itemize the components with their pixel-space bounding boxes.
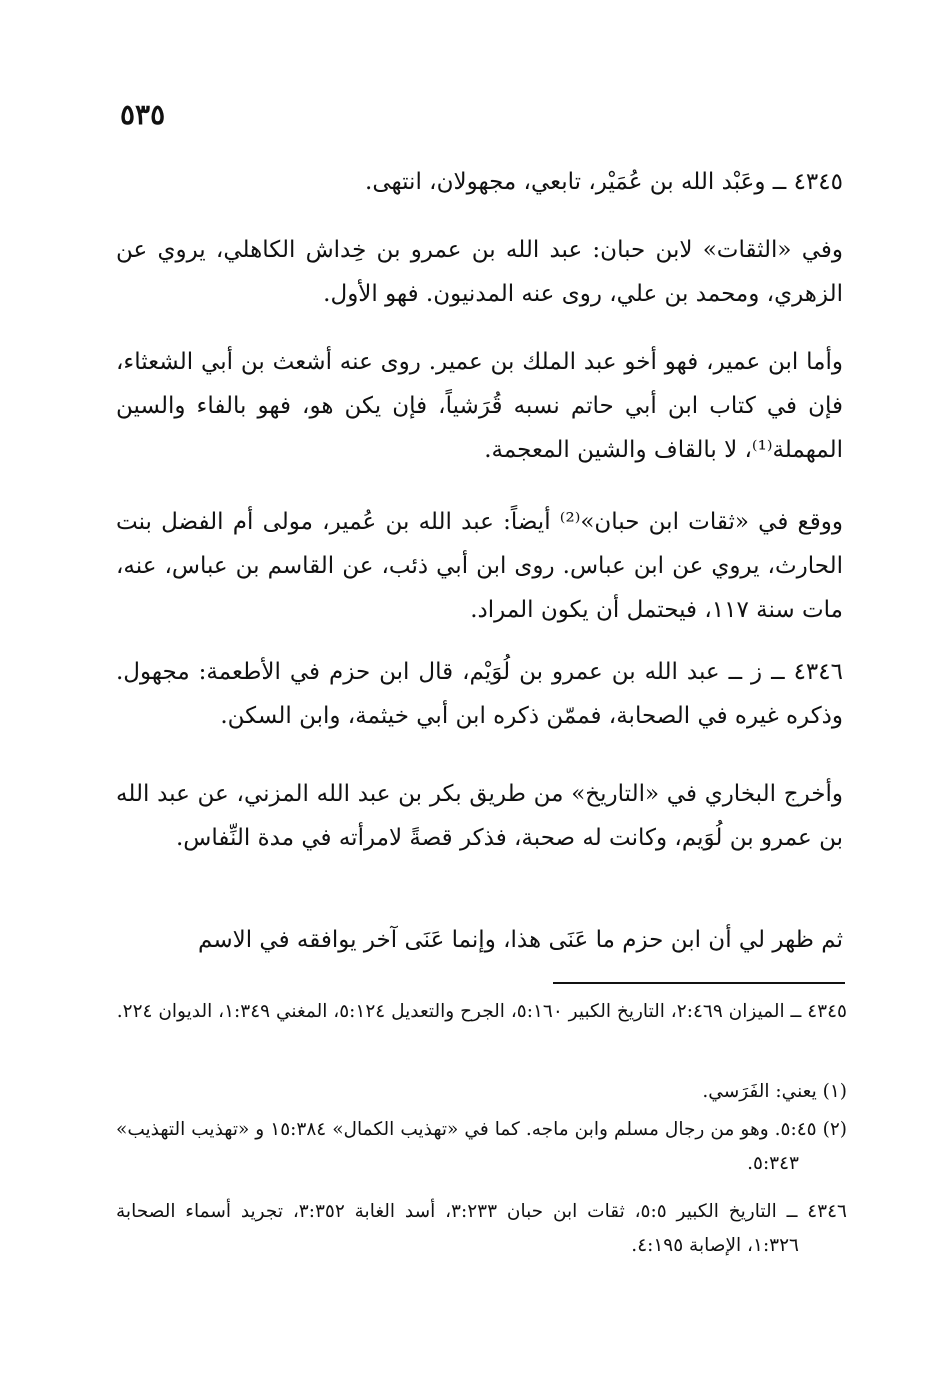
paragraph-ibn-umair: وأما ابن عمير، فهو أخو عبد الملك بن عمير. روى عنه أشعث بن أبي الشعثاء، فإن في كتاب ابن أبي حاتم نسبه قُرَشياً، فإن يكن هو، فهو بالفاء والسين المهملة⁽¹⁾، لا بالقاف والشين المعجمة. xyxy=(116,349,843,463)
entry-4345: ٤٣٤٥ ــ وعَبْد الله بن عُمَيْر، تابعي، مجهولان، انتهى. xyxy=(365,169,843,195)
footnote-1: (١) يعني: الفَرَسي. xyxy=(702,1081,847,1102)
footnote-4346: ٤٣٤٦ ــ التاريخ الكبير ٥:٥، ثقات ابن حبان ٣:٢٣٣، أسد الغابة ٣:٣٥٢، تجريد أسماء الصحابة ١:٣٢٦، الإصابة ٤:١٩٥. xyxy=(116,1201,847,1256)
page-number: ٥٣٥ xyxy=(120,98,166,131)
paragraph-thiqat: وفي «الثقات» لابن حبان: عبد الله بن عمرو بن خِداش الكاهلي، يروي عن الزهري، ومحمد بن علي، روى عنه المدنيون. فهو الأول. xyxy=(116,237,843,307)
footnote-2: (٢) ٥:٤٥. وهو من رجال مسلم وابن ماجه. كما في «تهذيب الكمال» ١٥:٣٨٤ و «تهذيب التهذيب» ٥:٣٤٣. xyxy=(116,1119,847,1174)
paragraph-thiqat-ibn-hibban: ووقع في «ثقات ابن حبان»⁽²⁾ أيضاً: عبد الله بن عُمير، مولى أم الفضل بنت الحارث، يروي عن ابن عباس. روى ابن أبي ذئب، عن القاسم بن عباس، عنه، مات سنة ١١٧، فيحتمل أن يكون المراد. xyxy=(116,509,843,623)
entry-4346: ٤٣٤٦ ــ ز ــ عبد الله بن عمرو بن لُوَيْم، قال ابن حزم في الأطعمة: مجهول. وذكره غيره في الصحابة، فممّن ذكره ابن أبي خيثمة، وابن السكن. xyxy=(116,659,843,729)
footnote-separator xyxy=(553,982,845,984)
paragraph-bukhari: وأخرج البخاري في «التاريخ» من طريق بكر بن عبد الله المزني، عن عبد الله بن عمرو بن لُوَيم، وكانت له صحبة، فذكر قصةً لامرأته في مدة النِّفاس. xyxy=(116,781,843,851)
paragraph-ibn-hazm: ثم ظهر لي أن ابن حزم ما عَنَى هذا، وإنما عَنَى آخر يوافقه في الاسم xyxy=(198,927,843,953)
footnote-4345: ٤٣٤٥ ــ الميزان ٢:٤٦٩، التاريخ الكبير ٥:١٦٠، الجرح والتعديل ٥:١٢٤، المغني ١:٣٤٩، الديوان ٢٢٤. xyxy=(116,1001,847,1022)
